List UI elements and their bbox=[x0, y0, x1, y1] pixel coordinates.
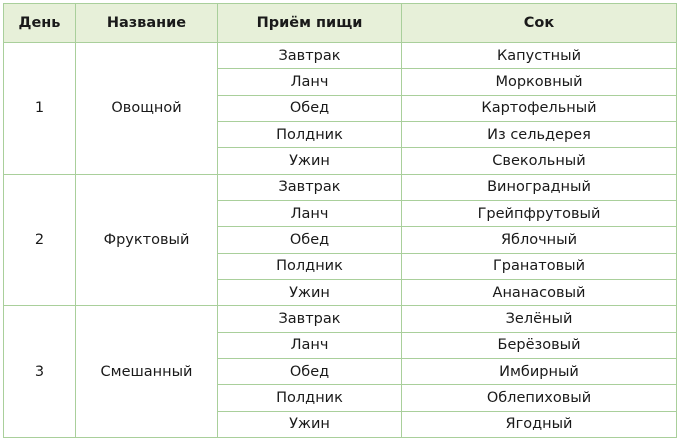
day-number-cell: 3 bbox=[4, 306, 76, 438]
meal-cell: Обед bbox=[218, 358, 402, 384]
header-meal: Приём пищи bbox=[218, 4, 402, 43]
header-row bbox=[4, 4, 677, 43]
day-number-cell: 2 bbox=[4, 174, 76, 306]
juice-cell: Облепиховый bbox=[402, 385, 677, 411]
day-name-cell: Смешанный bbox=[76, 306, 218, 438]
meal-cell: Завтрак bbox=[218, 174, 402, 200]
juice-cell: Ягодный bbox=[402, 411, 677, 437]
day-name-cell: Овощной bbox=[76, 43, 218, 175]
meal-cell: Завтрак bbox=[218, 306, 402, 332]
juice-cell: Свекольный bbox=[402, 148, 677, 174]
table-row bbox=[4, 174, 677, 200]
juice-cell: Из сельдерея bbox=[402, 121, 677, 147]
meal-cell: Обед bbox=[218, 95, 402, 121]
meal-cell: Полдник bbox=[218, 253, 402, 279]
meal-cell: Обед bbox=[218, 227, 402, 253]
meal-cell: Полдник bbox=[218, 385, 402, 411]
meal-cell: Завтрак bbox=[218, 43, 402, 69]
juice-diet-table bbox=[3, 3, 677, 438]
juice-cell: Морковный bbox=[402, 69, 677, 95]
juice-cell: Зелёный bbox=[402, 306, 677, 332]
juice-cell: Берёзовый bbox=[402, 332, 677, 358]
table-row bbox=[4, 43, 677, 69]
meal-cell: Ланч bbox=[218, 200, 402, 226]
meal-cell: Ланч bbox=[218, 332, 402, 358]
day-name-cell: Фруктовый bbox=[76, 174, 218, 306]
meal-cell: Ужин bbox=[218, 148, 402, 174]
header-name: Название bbox=[76, 4, 218, 43]
header-day: День bbox=[4, 4, 76, 43]
juice-cell: Имбирный bbox=[402, 358, 677, 384]
juice-cell: Ананасовый bbox=[402, 279, 677, 305]
table-row bbox=[4, 306, 677, 332]
day-number-cell: 1 bbox=[4, 43, 76, 175]
juice-cell: Гранатовый bbox=[402, 253, 677, 279]
header-juice: Сок bbox=[402, 4, 677, 43]
juice-cell: Грейпфрутовый bbox=[402, 200, 677, 226]
juice-cell: Картофельный bbox=[402, 95, 677, 121]
juice-cell: Яблочный bbox=[402, 227, 677, 253]
meal-cell: Ужин bbox=[218, 411, 402, 437]
juice-cell: Капустный bbox=[402, 43, 677, 69]
meal-cell: Полдник bbox=[218, 121, 402, 147]
meal-cell: Ужин bbox=[218, 279, 402, 305]
juice-cell: Виноградный bbox=[402, 174, 677, 200]
meal-cell: Ланч bbox=[218, 69, 402, 95]
